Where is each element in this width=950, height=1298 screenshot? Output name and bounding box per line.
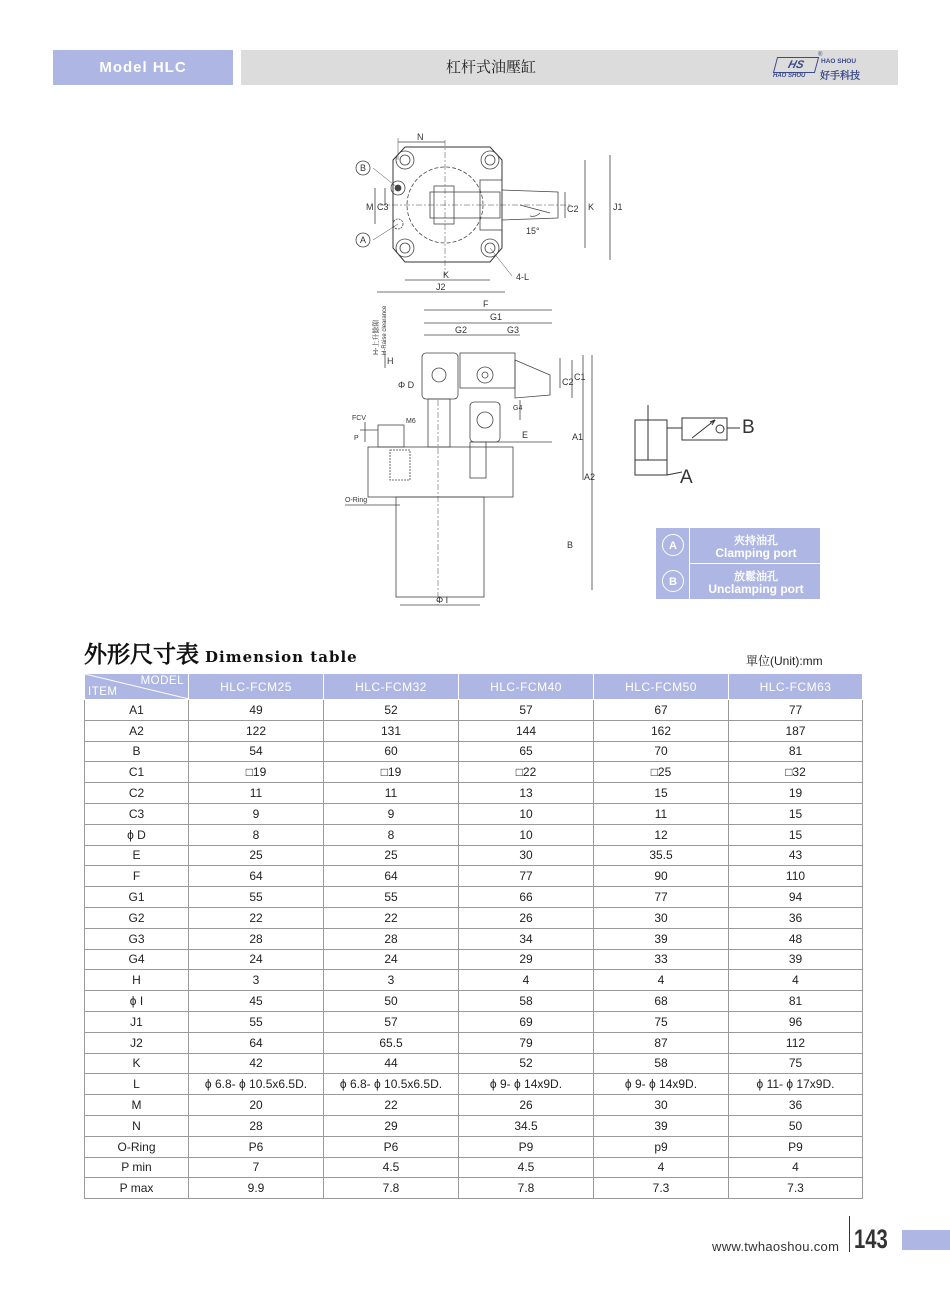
value-cell: 15 <box>594 783 729 804</box>
value-cell: 50 <box>324 991 459 1012</box>
port-a-english: Clamping port <box>715 546 797 560</box>
value-cell: 4 <box>594 1157 729 1178</box>
value-cell: 162 <box>594 720 729 741</box>
value-cell: 110 <box>729 866 863 887</box>
label-G3: G3 <box>507 325 520 335</box>
model-header: HLC-FCM25 <box>189 674 324 700</box>
item-cell: K <box>85 1053 189 1074</box>
value-cell: 4 <box>459 970 594 991</box>
value-cell: 34 <box>459 928 594 949</box>
value-cell: P9 <box>459 1136 594 1157</box>
value-cell: 36 <box>729 907 863 928</box>
port-row-unclamping <box>656 564 820 599</box>
value-cell: 44 <box>324 1053 459 1074</box>
item-cell: C2 <box>85 783 189 804</box>
model-header: HLC-FCM63 <box>729 674 863 700</box>
value-cell: 7.8 <box>324 1178 459 1199</box>
value-cell: 39 <box>729 949 863 970</box>
item-cell: G1 <box>85 887 189 908</box>
model-header: HLC-FCM40 <box>459 674 594 700</box>
model-label: Model HLC <box>53 50 233 85</box>
circuit-label-A: A <box>680 467 693 488</box>
table-row <box>85 1178 863 1199</box>
port-row-clamping <box>656 528 820 563</box>
item-cell: H <box>85 970 189 991</box>
value-cell: 9 <box>324 803 459 824</box>
value-cell: P6 <box>324 1136 459 1157</box>
item-cell: M <box>85 1095 189 1116</box>
value-cell: 22 <box>189 907 324 928</box>
value-cell: 77 <box>459 866 594 887</box>
value-cell: 66 <box>459 887 594 908</box>
label-J2: J2 <box>436 282 446 292</box>
label-port-A: A <box>360 235 367 245</box>
logo-mark: HS <box>773 57 819 73</box>
model-header: HLC-FCM32 <box>324 674 459 700</box>
model-header: HLC-FCM50 <box>594 674 729 700</box>
value-cell: 187 <box>729 720 863 741</box>
label-H-note: H-上升餘隙 <box>373 319 380 355</box>
value-cell: 55 <box>189 1011 324 1032</box>
item-cell: C3 <box>85 803 189 824</box>
value-cell: 25 <box>324 845 459 866</box>
table-row <box>85 845 863 866</box>
value-cell: ϕ 11- ϕ 17x9D. <box>729 1074 863 1095</box>
port-b-chinese: 放鬆油孔 <box>734 571 778 583</box>
value-cell: 67 <box>594 700 729 721</box>
label-angle: 15° <box>526 226 540 236</box>
value-cell: 77 <box>729 700 863 721</box>
item-cell: J1 <box>85 1011 189 1032</box>
value-cell: 29 <box>459 949 594 970</box>
value-cell: 43 <box>729 845 863 866</box>
unit-label: 單位(Unit):mm <box>746 654 823 668</box>
dimension-title-chinese: 外形尺寸表 <box>84 641 199 668</box>
value-cell: 60 <box>324 741 459 762</box>
dimension-table-title <box>84 636 358 669</box>
value-cell: 28 <box>189 928 324 949</box>
item-cell: C1 <box>85 762 189 783</box>
port-a-chinese: 夾持油孔 <box>734 535 778 547</box>
value-cell: 25 <box>189 845 324 866</box>
label-P: P <box>354 435 359 442</box>
label-FCV: FCV <box>352 415 366 422</box>
value-cell: 52 <box>324 700 459 721</box>
value-cell: 4 <box>729 1157 863 1178</box>
value-cell: 26 <box>459 1095 594 1116</box>
item-cell: L <box>85 1074 189 1095</box>
label-H-note-en: H-Raise clearance <box>382 305 388 355</box>
value-cell: □19 <box>189 762 324 783</box>
value-cell: 7.8 <box>459 1178 594 1199</box>
value-cell: 69 <box>459 1011 594 1032</box>
value-cell: 3 <box>324 970 459 991</box>
label-phiD: Φ D <box>398 380 415 390</box>
value-cell: 30 <box>459 845 594 866</box>
value-cell: 28 <box>324 928 459 949</box>
logo-registered: ® <box>818 52 823 58</box>
value-cell: 19 <box>729 783 863 804</box>
table-row <box>85 949 863 970</box>
table-row <box>85 1032 863 1053</box>
value-cell: 96 <box>729 1011 863 1032</box>
item-cell: O-Ring <box>85 1136 189 1157</box>
footer-accent-block <box>902 1230 950 1250</box>
top-view <box>356 138 610 292</box>
label-K: K <box>443 270 450 280</box>
table-body <box>85 700 863 1199</box>
table-row <box>85 783 863 804</box>
label-A1: A1 <box>572 432 584 442</box>
dimension-table <box>84 673 863 1199</box>
table-row <box>85 700 863 721</box>
value-cell: 42 <box>189 1053 324 1074</box>
label-G2: G2 <box>455 325 468 335</box>
label-M: M <box>366 202 374 212</box>
value-cell: 75 <box>594 1011 729 1032</box>
table-row <box>85 824 863 845</box>
value-cell: 64 <box>324 866 459 887</box>
logo-chinese: 好手科技 <box>820 71 860 82</box>
item-cell: P max <box>85 1178 189 1199</box>
item-cell: F <box>85 866 189 887</box>
label-H: H <box>387 356 394 366</box>
value-cell: 10 <box>459 803 594 824</box>
table-row <box>85 866 863 887</box>
value-cell: 48 <box>729 928 863 949</box>
value-cell: 55 <box>324 887 459 908</box>
value-cell: 57 <box>459 700 594 721</box>
value-cell: 28 <box>189 1115 324 1136</box>
label-B-side: B <box>567 540 574 550</box>
item-cell: N <box>85 1115 189 1136</box>
label-phiI: Φ I <box>436 595 449 605</box>
value-cell: 55 <box>189 887 324 908</box>
value-cell: P6 <box>189 1136 324 1157</box>
value-cell: 70 <box>594 741 729 762</box>
value-cell: 81 <box>729 991 863 1012</box>
value-cell: 4.5 <box>459 1157 594 1178</box>
header-bar <box>241 50 898 85</box>
value-cell: 52 <box>459 1053 594 1074</box>
table-row <box>85 720 863 741</box>
value-cell: 131 <box>324 720 459 741</box>
table-row <box>85 970 863 991</box>
item-cell: A2 <box>85 720 189 741</box>
value-cell: 12 <box>594 824 729 845</box>
item-cell: J2 <box>85 1032 189 1053</box>
value-cell: 64 <box>189 1032 324 1053</box>
item-cell: G3 <box>85 928 189 949</box>
value-cell: 7.3 <box>594 1178 729 1199</box>
item-cell: E <box>85 845 189 866</box>
table-row <box>85 928 863 949</box>
value-cell: 20 <box>189 1095 324 1116</box>
label-port-B: B <box>360 163 367 173</box>
table-row <box>85 887 863 908</box>
value-cell: ϕ 9- ϕ 14x9D. <box>594 1074 729 1095</box>
value-cell: 65 <box>459 741 594 762</box>
item-cell: ϕ D <box>85 824 189 845</box>
value-cell: 11 <box>594 803 729 824</box>
value-cell: 30 <box>594 1095 729 1116</box>
value-cell: ϕ 6.8- ϕ 10.5x6.5D. <box>324 1074 459 1095</box>
value-cell: 13 <box>459 783 594 804</box>
value-cell: 49 <box>189 700 324 721</box>
table-row <box>85 762 863 783</box>
label-K-side: K <box>588 202 595 212</box>
value-cell: 4 <box>729 970 863 991</box>
value-cell: ϕ 9- ϕ 14x9D. <box>459 1074 594 1095</box>
label-ORing: O-Ring <box>345 497 368 504</box>
value-cell: 39 <box>594 1115 729 1136</box>
value-cell: 79 <box>459 1032 594 1053</box>
value-cell: 4.5 <box>324 1157 459 1178</box>
table-row <box>85 1095 863 1116</box>
value-cell: 26 <box>459 907 594 928</box>
value-cell: 50 <box>729 1115 863 1136</box>
port-a-badge: A <box>662 534 684 556</box>
value-cell: 112 <box>729 1032 863 1053</box>
label-C2-side: C2 <box>562 377 574 387</box>
item-cell: ϕ I <box>85 991 189 1012</box>
footer-divider <box>849 1216 850 1252</box>
value-cell: 9 <box>189 803 324 824</box>
value-cell: □32 <box>729 762 863 783</box>
port-b-badge: B <box>662 570 684 592</box>
table-header-row <box>85 674 863 700</box>
value-cell: 45 <box>189 991 324 1012</box>
table-row <box>85 1053 863 1074</box>
value-cell: □22 <box>459 762 594 783</box>
item-cell: A1 <box>85 700 189 721</box>
value-cell: 11 <box>324 783 459 804</box>
logo-subtext: HAO SHOU <box>773 73 806 79</box>
value-cell: 8 <box>324 824 459 845</box>
value-cell: 77 <box>594 887 729 908</box>
item-cell: B <box>85 741 189 762</box>
value-cell: □25 <box>594 762 729 783</box>
value-cell: 9.9 <box>189 1178 324 1199</box>
value-cell: 11 <box>189 783 324 804</box>
label-J1: J1 <box>613 202 623 212</box>
label-C1: C1 <box>574 372 586 382</box>
value-cell: 29 <box>324 1115 459 1136</box>
value-cell: 122 <box>189 720 324 741</box>
label-G4: G4 <box>513 405 523 412</box>
corner-model-label: MODEL <box>140 675 184 687</box>
page-title: 杠杆式油壓缸 <box>445 59 536 76</box>
value-cell: 75 <box>729 1053 863 1074</box>
port-legend <box>656 528 820 599</box>
value-cell: 144 <box>459 720 594 741</box>
value-cell: 54 <box>189 741 324 762</box>
page-number: 143 <box>854 1224 888 1254</box>
value-cell: 22 <box>324 1095 459 1116</box>
value-cell: 34.5 <box>459 1115 594 1136</box>
value-cell: 8 <box>189 824 324 845</box>
value-cell: 7.3 <box>729 1178 863 1199</box>
hydraulic-symbol <box>635 405 740 475</box>
item-cell: P min <box>85 1157 189 1178</box>
table-row <box>85 803 863 824</box>
value-cell: 33 <box>594 949 729 970</box>
value-cell: 10 <box>459 824 594 845</box>
value-cell: 36 <box>729 1095 863 1116</box>
value-cell: 30 <box>594 907 729 928</box>
value-cell: 90 <box>594 866 729 887</box>
value-cell: 39 <box>594 928 729 949</box>
value-cell: 58 <box>459 991 594 1012</box>
value-cell: 35.5 <box>594 845 729 866</box>
value-cell: P9 <box>729 1136 863 1157</box>
value-cell: 64 <box>189 866 324 887</box>
value-cell: 81 <box>729 741 863 762</box>
table-row <box>85 907 863 928</box>
table-row <box>85 1011 863 1032</box>
value-cell: 22 <box>324 907 459 928</box>
logo-english: HAO SHOU <box>821 58 857 65</box>
circuit-label-B: B <box>742 417 755 438</box>
label-C3: C3 <box>377 202 389 212</box>
label-M6: M6 <box>406 418 416 425</box>
value-cell: 24 <box>189 949 324 970</box>
table-row <box>85 991 863 1012</box>
value-cell: 58 <box>594 1053 729 1074</box>
value-cell: 24 <box>324 949 459 970</box>
value-cell: □19 <box>324 762 459 783</box>
label-E: E <box>522 430 529 440</box>
port-b-english: Unclamping port <box>708 582 804 596</box>
value-cell: ϕ 6.8- ϕ 10.5x6.5D. <box>189 1074 324 1095</box>
value-cell: 57 <box>324 1011 459 1032</box>
value-cell: 94 <box>729 887 863 908</box>
label-G1: G1 <box>490 312 503 322</box>
table-row <box>85 741 863 762</box>
value-cell: 65.5 <box>324 1032 459 1053</box>
table-row <box>85 1157 863 1178</box>
label-N: N <box>417 132 424 142</box>
label-A2: A2 <box>584 472 596 482</box>
value-cell: p9 <box>594 1136 729 1157</box>
value-cell: 15 <box>729 824 863 845</box>
value-cell: 15 <box>729 803 863 824</box>
table-row <box>85 1115 863 1136</box>
value-cell: 68 <box>594 991 729 1012</box>
table-row <box>85 1074 863 1095</box>
item-cell: G4 <box>85 949 189 970</box>
table-corner-cell <box>85 674 189 700</box>
table-row <box>85 1136 863 1157</box>
value-cell: 4 <box>594 970 729 991</box>
value-cell: 87 <box>594 1032 729 1053</box>
value-cell: 7 <box>189 1157 324 1178</box>
corner-item-label: ITEM <box>88 686 118 698</box>
item-cell: G2 <box>85 907 189 928</box>
label-holes: 4-L <box>516 272 530 282</box>
dimension-title-english: Dimension table <box>205 648 358 666</box>
footer-url: www.twhaoshou.com <box>712 1239 840 1254</box>
value-cell: 3 <box>189 970 324 991</box>
label-F: F <box>483 299 489 309</box>
label-C2-top: C2 <box>567 204 579 214</box>
brand-logo <box>773 52 893 82</box>
